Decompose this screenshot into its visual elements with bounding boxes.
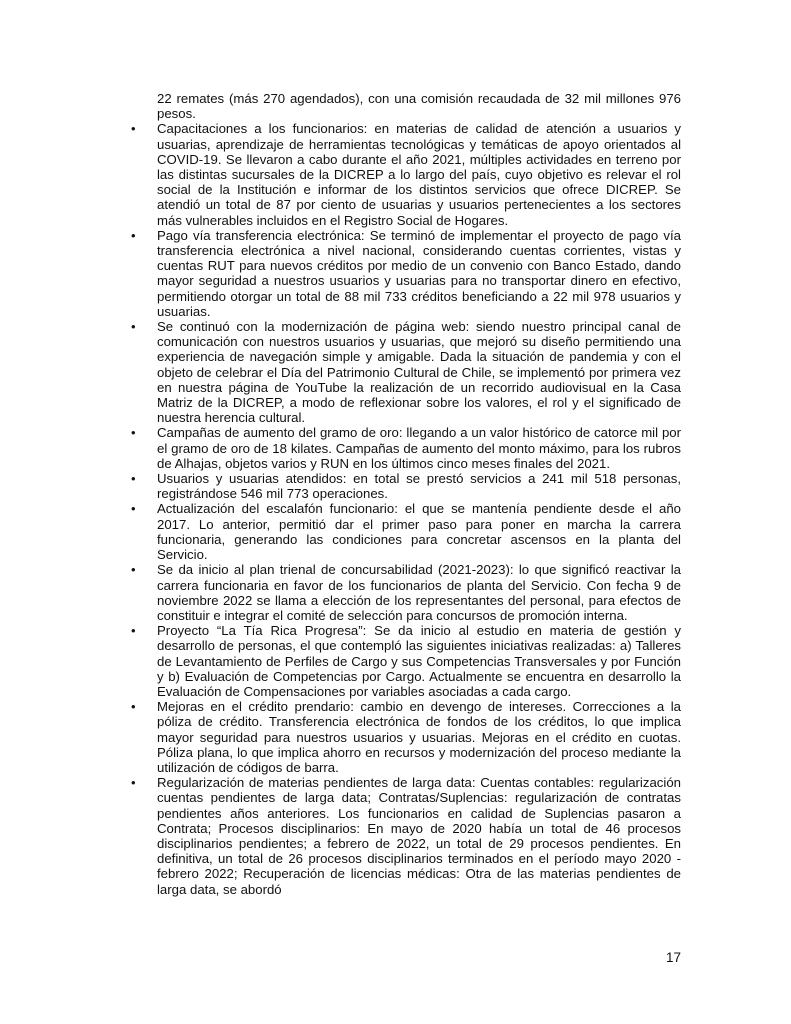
bullet-item-tia-rica-progresa: • Proyecto “La Tía Rica Progresa”: Se da inicio al estudio en materia de gestión y desarrollo de personas, el que contempló las siguientes iniciativas realizadas: a) Talleres de Levantamiento de Perfiles de Cargo y sus Competencias Transversales y por Función y b) Evaluación de Competencias por Cargo. Actualmente se encuentra en desarrollo la Evaluación de Compensaciones por variables asociadas a cada cargo.	[129, 623, 681, 699]
bullet-list	[129, 121, 681, 896]
page-body	[129, 91, 681, 897]
bullet-item-escalafon: • Actualización del escalafón funcionario: el que se mantenía pendiente desde el año 2017. Lo anterior, permitió dar el primer paso para poner en marcha la carrera funcionaria, generando las condiciones para concretar ascensos en la planta del Servicio.	[129, 501, 681, 562]
lead-paragraph: 22 remates (más 270 agendados), con una comisión recaudada de 32 mil millones 976 pesos.	[157, 91, 681, 122]
bullet-item-concursabilidad: • Se da inicio al plan trienal de concursabilidad (2021-2023): lo que significó reactivar la carrera funcionaria en favor de los funcionarios de planta del Servicio. Con fecha 9 de noviembre 2022 se llama a elección de los representantes del personal, para efectos de constituir e integrar el comité de selección para concursos de promoción interna.	[129, 562, 681, 623]
page-number: 17	[665, 950, 681, 965]
bullet-item-pagina-web: • Se continuó con la modernización de página web: siendo nuestro principal canal de comunicación con nuestros usuarios y usuarias, que mejoró su diseño permitiendo una experiencia de navegación simple y amigable. Dada la situación de pandemia y con el objeto de celebrar el Día del Patrimonio Cultural de Chile, se implementó por primera vez en nuestra página de YouTube la realización de un recorrido audiovisual en la Casa Matriz de la DICREP, a modo de reflexionar sobre los valores, el rol y el significado de nuestra herencia cultural.	[129, 319, 681, 425]
bullet-item-credito-prendario: • Mejoras en el crédito prendario: cambio en devengo de intereses. Correcciones a la póliza de crédito. Transferencia electrónica de fondos de los créditos, lo que implica mayor seguridad para nuestros usuarios y usuarias. Mejoras en el crédito en cuotas. Póliza plana, lo que implica ahorro en recursos y modernización del proceso mediante la utilización de códigos de barra.	[129, 699, 681, 775]
bullet-item-usuarios-atendidos: • Usuarios y usuarias atendidos: en total se prestó servicios a 241 mil 518 personas, registrándose 546 mil 773 operaciones.	[129, 471, 681, 501]
bullet-item-gramo-oro: • Campañas de aumento del gramo de oro: llegando a un valor histórico de catorce mil por el gramo de oro de 18 kilates. Campañas de aumento del monto máximo, para los rubros de Alhajas, objetos varios y RUN en los últimos cinco meses finales del 2021.	[129, 425, 681, 471]
bullet-item-capacitaciones: • Capacitaciones a los funcionarios: en materias de calidad de atención a usuarios y usuarias, aprendizaje de herramientas tecnológicas y temáticas de apoyo orientados al COVID-19. Se llevaron a cabo durante el año 2021, múltiples actividades en terreno por las distintas sucursales de la DICREP a lo largo del país, cuyo objetivo es relevar el rol social de la Institución e informar de los distintos servicios que ofrece DICREP. Se atendió un total de 87 por ciento de usuarias y usuarios pertenecientes a los sectores más vulnerables incluidos en el Registro Social de Hogares.	[129, 121, 681, 227]
bullet-item-pago-transferencia: • Pago vía transferencia electrónica: Se terminó de implementar el proyecto de pago vía transferencia electrónica a nivel nacional, considerando cuentas corrientes, vistas y cuentas RUT para nuevos créditos por medio de un convenio con Banco Estado, dando mayor seguridad a nuestros usuarios y usuarias para no transportar dinero en efectivo, permitiendo otorgar un total de 88 mil 733 créditos beneficiando a 22 mil 978 usuarios y usuarias.	[129, 228, 681, 319]
bullet-item-regularizacion: • Regularización de materias pendientes de larga data: Cuentas contables: regularización cuentas pendientes de larga data; Contratas/Suplencias: regularización de contratas pendientes años anteriores. Los funcionarios en calidad de Suplencias pasaron a Contrata; Procesos disciplinarios: En mayo de 2020 había un total de 46 procesos disciplinarios pendientes; a febrero de 2022, un total de 29 procesos pendientes. En definitiva, un total de 26 procesos disciplinarios terminados en el período mayo 2020 - febrero 2022; Recuperación de licencias médicas: Otra de las materias pendientes de larga data, se abordó	[129, 775, 681, 897]
